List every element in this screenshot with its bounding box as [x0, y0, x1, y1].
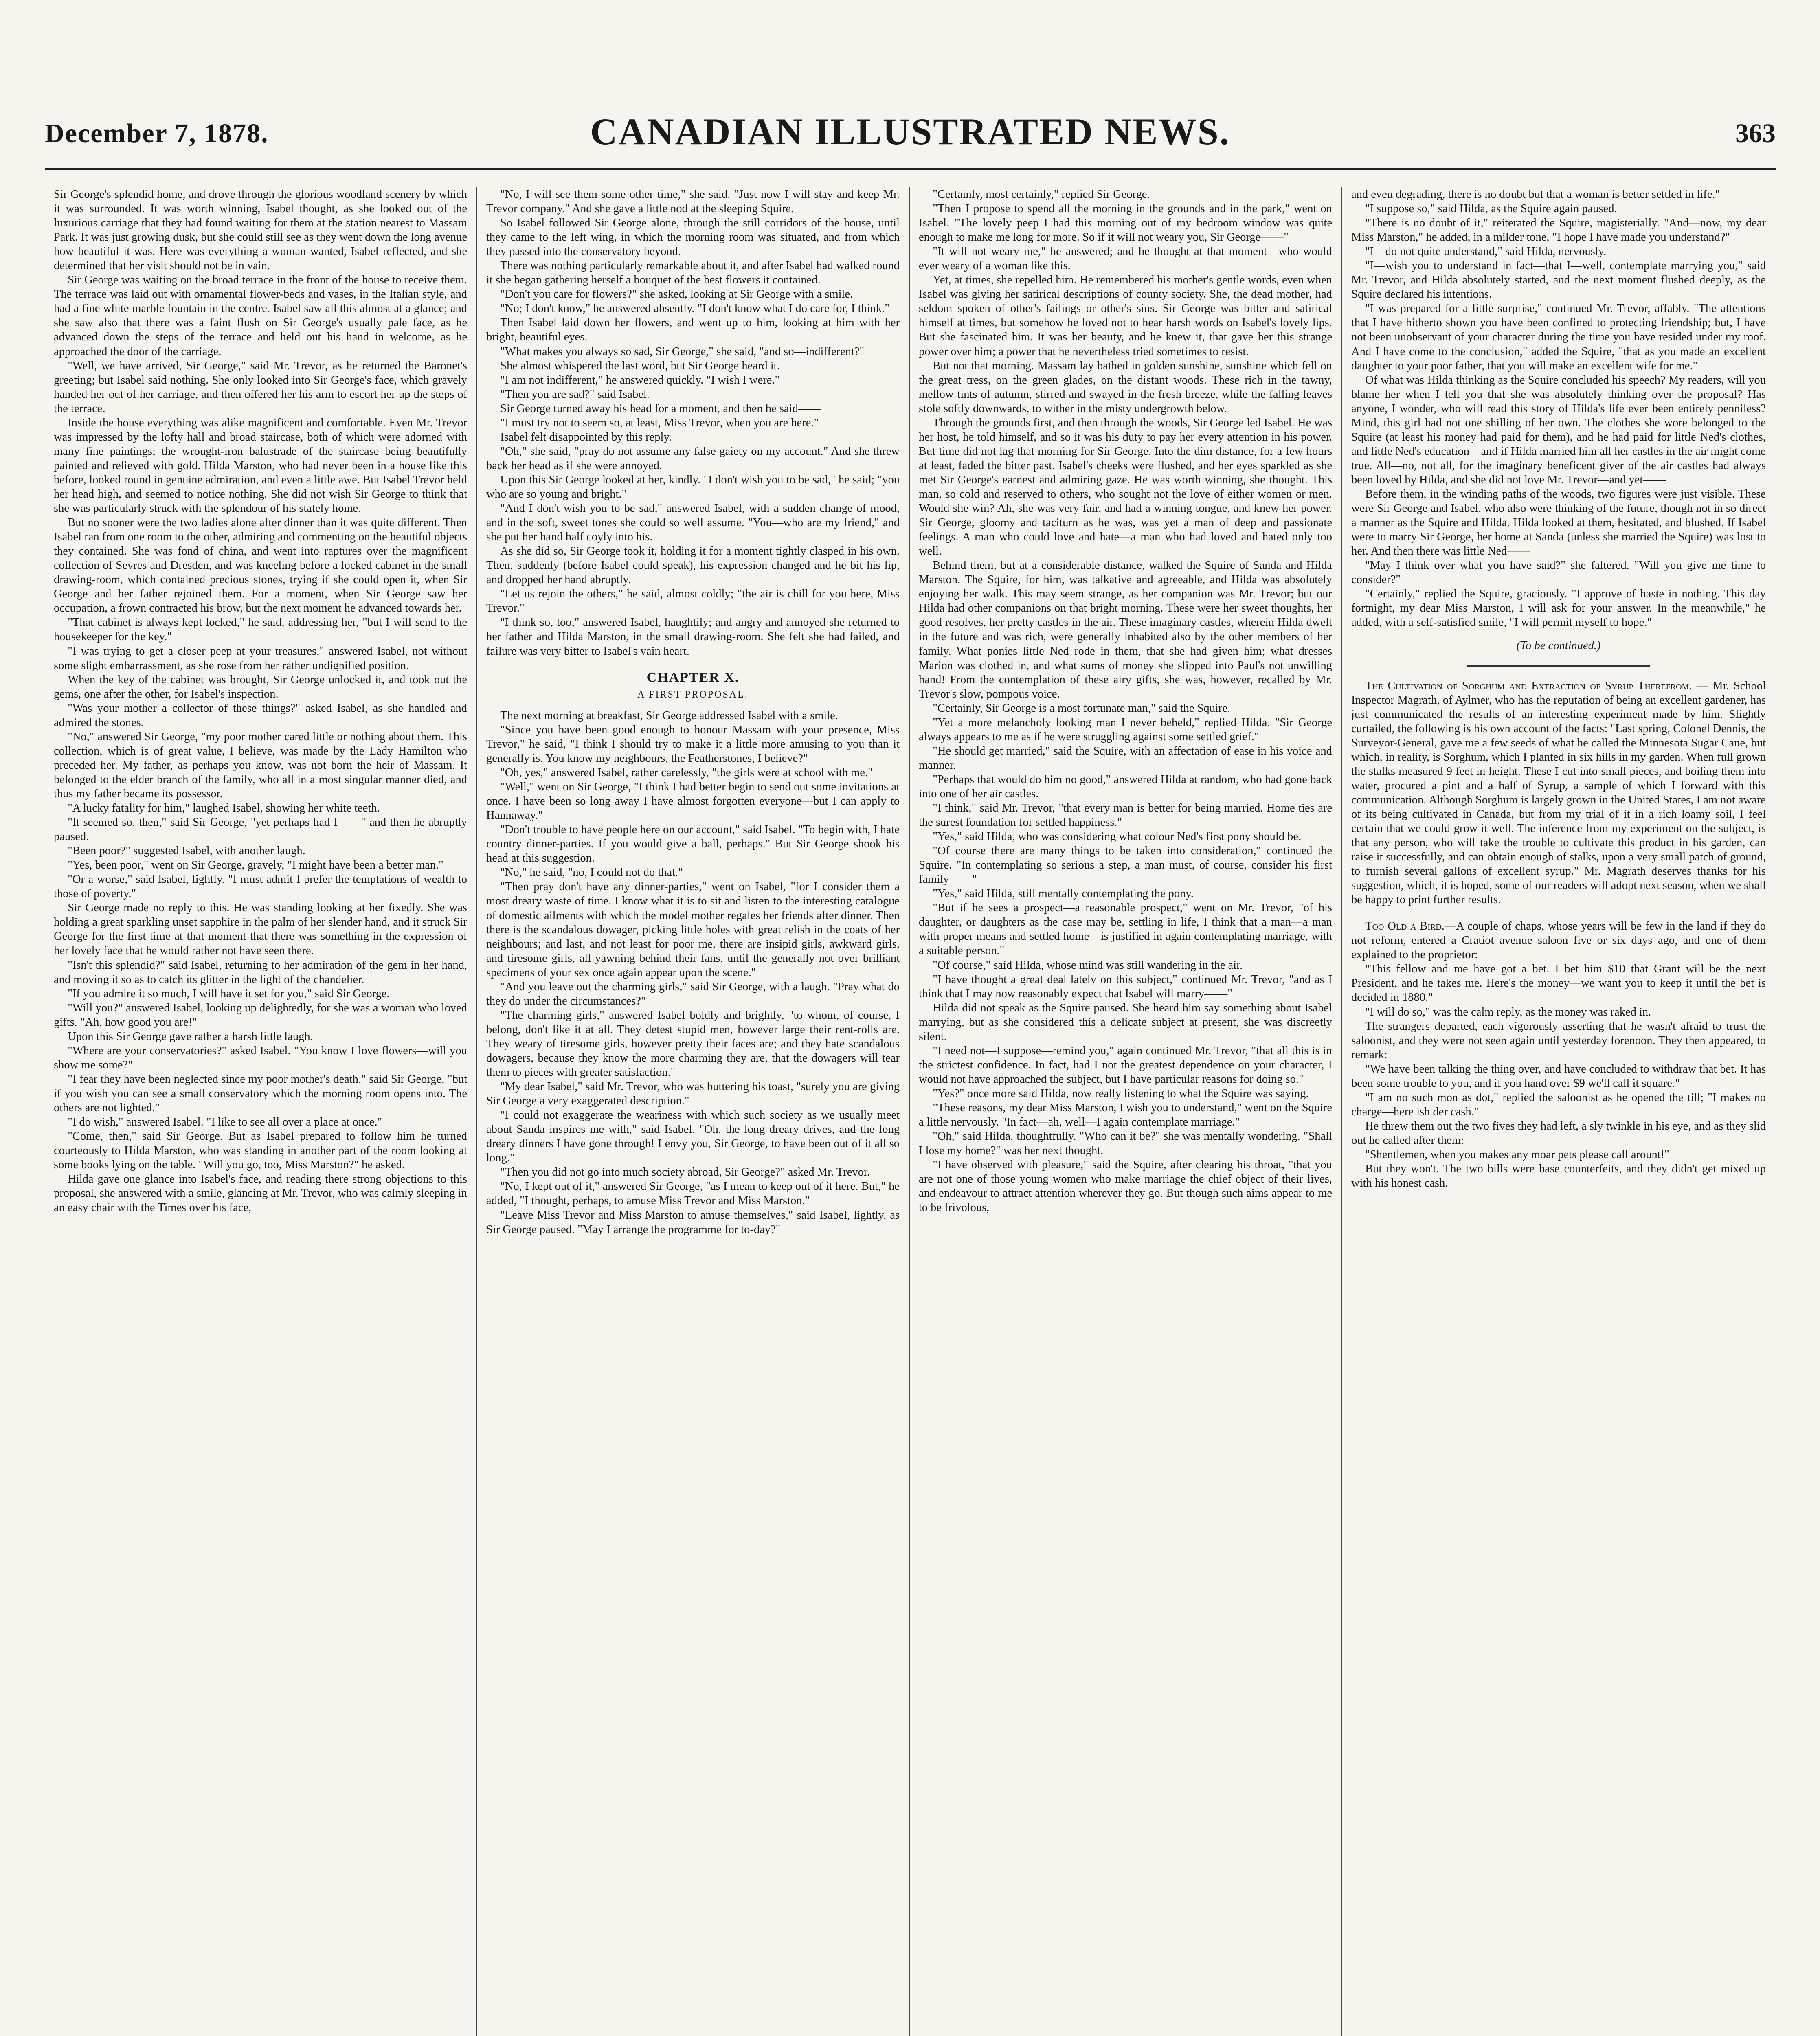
- paragraph: "No; I don't know," he answered absently. "I don't know what I do care for, I think.": [500, 302, 890, 315]
- paragraph: "Well," went on Sir George, "I think I had better begin to send out some invitations at once. I have been so long away I have almost forgotten everyone—but I can apply to Hannaway.": [486, 781, 900, 822]
- paragraph: The strangers departed, each vigorously asserting that he wasn't afraid to trust the saloonist, and they were not seen again until yesterday forenoon. They then appeared, to remark:: [1351, 1020, 1766, 1061]
- too-old-a-bird-article: [1351, 919, 1766, 1190]
- paragraph: Sir George's splendid home, and drove through the glorious woodland scenery by which it was surrounded. It was worth winning, Isabel thought, as she looked out of the luxurious carriage that they had found waiting for them at the station nearest to Massam Park. It was just growing dusk, but she could still see as they went down the long avenue how beautiful it was. Here was everything a woman wanted, Isabel reflected, and she determined that her visit should not be in vain.: [54, 188, 467, 272]
- paragraph: "Since you have been good enough to honour Massam with your presence, Miss Trevor," he said, "I think I should try to make it a little more amusing to you than it generally is. You know my neighbours, the Featherstones, I believe?": [486, 723, 900, 765]
- paragraph: "Will you?" answered Isabel, looking up delightedly, for she was a woman who loved gifts. "Ah, how good you are!": [54, 1001, 467, 1029]
- paragraph: "I do wish," answered Isabel. "I like to see all over a place at once.": [68, 1116, 382, 1129]
- chapter-text: [486, 709, 900, 1237]
- paragraph: [1351, 919, 1766, 962]
- paragraph: "I think," said Mr. Trevor, "that every man is better for being married. Home ties are the surest foundation for settled happiness.": [919, 802, 1332, 829]
- paragraph: "Was your mother a collector of these things?" asked Isabel, as she handled and admired the stones.: [54, 702, 467, 729]
- paragraph: "Or a worse," said Isabel, lightly. "I must admit I prefer the temptations of wealth to those of poverty.": [54, 873, 467, 900]
- paragraph: As she did so, Sir George took it, holding it for a moment tightly clasped in his own. Then, suddenly (before Isabel could speak), his expression changed and he bit his lip, and dropped her hand abruptly.: [486, 545, 900, 586]
- paragraph: Sir George was waiting on the broad terrace in the front of the house to receive them. The terrace was laid out with ornamental flower-beds and vases, in the Italian style, and had a fine white marble fountain in the centre. Isabel saw all this almost at a glance; and she saw also that there was a faint flush on Sir George's usually pale face, as he advanced down the steps of the terrace and held out his hand in welcome, as he approached the door of the carriage.: [54, 274, 467, 358]
- paragraph: "Yes," said Hilda, still mentally contemplating the pony.: [933, 887, 1194, 900]
- paragraph: "I will do so," was the calm reply, as the money was raked in.: [1365, 1005, 1651, 1018]
- paragraph: "Come, then," said Sir George. But as Isabel prepared to follow him he turned courteously to Hilda Marston, who was standing in another part of the room looking at some books lying on the table. "Will you go, too, Miss Marston?" he asked.: [54, 1130, 467, 1172]
- paragraph: "I have observed with pleasure," said the Squire, after clearing his throat, "that you are not one of those young women who make marriage the chief object of their lives, and endeavour to attract attention wherever they go. But though such aims appear to me to be frivolous,: [919, 1158, 1332, 1214]
- header-rule: [45, 168, 1776, 170]
- paragraph: "Yet a more melancholy looking man I never beheld," replied Hilda. "Sir George always appears to me as if he were struggling against some settled grief.": [919, 716, 1332, 743]
- paragraph: When the key of the cabinet was brought, Sir George unlocked it, and took out the gems, one after the other, for Isabel's inspection.: [54, 673, 467, 700]
- paragraph: Through the grounds first, and then through the woods, Sir George led Isabel. He was her host, he told himself, and so it was his duty to pay her every attention in his power. But time did not lag that morning for Sir George. Into the dim distance, for a few hours at least, faded the bitter past. Isabel's cheeks were flushed, and her eyes sparkled as she met Sir George's earnest and admiring gaze. He was worth winning, she thought. This man, so cold and reserved to others, who sought not the love of either women or men. Would she win? Ah, she was very fair, and had a winning tongue, and knew her power. Sir George, gloomy and taciturn as he was, was yet a man of deep and passionate feelings. A man who could love and hate—a man who had loved and hated only too well.: [919, 416, 1332, 558]
- paragraph: "These reasons, my dear Miss Marston, I wish you to understand," went on the Squire a little nervously. "In fact—ah, well—I again contemplate marriage.": [919, 1101, 1332, 1129]
- paragraph: "I have thought a great deal lately on this subject," continued Mr. Trevor, "and as I think that I may now reasonably expect that Isabel will marry——": [919, 973, 1332, 1000]
- paragraph: "Of course," said Hilda, whose mind was still wandering in the air.: [933, 959, 1243, 972]
- sorghum-body: — Mr. School Inspector Magrath, of Aylmer, who has the reputation of being an excellent gardener, has just communicated the results of an interesting experiment made by him. Slightly curtailed, the following is his own account of the facts: "Last spring, Colonel Dennis, the Surveyor-General, gave me a few seeds of what he called the Minnesota Sugar Cane, but which, in reality, is Sorghum, which I planted in six hills in my garden. When full grown the stalks measured 9 feet in height. These I cut into small pieces, and boiling them into water, procured a pint and a half of Syrup, a sample of which I forward with this communication. Although Sorghum is largely grown in the United States, I am not aware of its being cultivated in Canada, but from my trial of it in a rich loamy soil, I feel certain that we could grow it well. The inference from my experiment on the subject, is that any person, who will take the trouble to cultivate this product in his garden, can raise it successfully, and can obtain enough of stalks, upon a very small patch of ground, to furnish several gallons of excellent syrup." Mr. Magrath deserves thanks for his suggestion, which, it is hoped, some of our readers will adopt next season, when we shall be happy to print further results.: [1351, 679, 1766, 906]
- newspaper-page: [45, 37, 1776, 2036]
- paragraph: "I could not exaggerate the weariness with which such society as we usually meet about Sanda inspires me with," said Isabel. "Oh, the long dreary drives, and the long dreary dinners I have gone through! I envy you, Sir George, to have been out of it all so long.": [486, 1109, 900, 1165]
- paragraph: "Then you did not go into much society abroad, Sir George?" asked Mr. Trevor.: [500, 1166, 870, 1179]
- paragraph: Sir George turned away his head for a moment, and then he said——: [500, 402, 821, 415]
- paragraph: "Of course there are many things to be taken into consideration," continued the Squire. "In contemplating so serious a step, a man must, of course, consider his first family——": [919, 845, 1332, 886]
- paragraph: "Where are your conservatories?" asked Isabel. "You know I love flowers—will you show me some?": [54, 1044, 467, 1071]
- paragraph: "But if he sees a prospect—a reasonable prospect," went on Mr. Trevor, "of his daughter, or daughters as the case may be, settling in life, I think that a man—a man with proper means and settled home—is justified in again contemplating marriage, with a suitable person.": [919, 902, 1332, 957]
- bird-body-start: —A couple of chaps, whose years will be few in the land if they do not reform, entered a Cratiot avenue saloon five or six days ago, and one of them explained to the proprietor:: [1351, 920, 1766, 961]
- masthead-title: CANADIAN ILLUSTRATED NEWS.: [590, 111, 1230, 152]
- paragraph: "It seemed so, then," said Sir George, "yet perhaps had I——" and then he abruptly paused.: [54, 816, 467, 843]
- paragraph: But no sooner were the two ladies alone after dinner than it was quite different. Then Isabel ran from one room to the other, admiring and commenting on the beautiful objects they contained. She was fond of china, and went into raptures over the magnificent collection of Sevres and Dresden, and was kneeling before a locked cabinet in the small drawing-room, which contained precious stones, trying if she could open it, when Sir George and her father rejoined them. For a moment, when Sir George saw her occupation, a frown contracted his brow, but the next moment he advanced towards her.: [54, 516, 467, 615]
- paragraph: "Certainly, Sir George is a most fortunate man," said the Squire.: [933, 702, 1231, 715]
- paragraph: "I think so, too," answered Isabel, haughtily; and angry and annoyed she returned to her father and Hilda Marston, in the small drawing-room. She felt she had failed, and failure was very bitter to Isabel's vain heart.: [486, 616, 900, 658]
- paragraph: "Perhaps that would do him no good," answered Hilda at random, who had gone back into one of her air castles.: [919, 773, 1332, 800]
- issue-date: December 7, 1878.: [45, 118, 269, 148]
- paragraph: "Then pray don't have any dinner-parties," went on Isabel, "for I consider them a most dreary waste of time. I know what it is to sit and listen to the interesting catalogue of domestic ailments with which the model mother regales her friends after dinner. Then there is the scandalous dowager, picking little holes with great relish in the coats of her neighbours; and last, and not least for poor me, there are insipid girls, awkward girls, and tiresome girls, all yawning behind their fans, until the generally not over brilliant specimens of your sex once again appear upon the scene.": [486, 880, 900, 979]
- page-number: 363: [1735, 118, 1776, 148]
- paragraph: "What makes you always so sad, Sir George," she said, "and so—indifferent?": [500, 345, 865, 358]
- paragraph: "My dear Isabel," said Mr. Trevor, who was buttering his toast, "surely you are giving Sir George a very exaggerated description.": [486, 1080, 900, 1108]
- paragraph: "I suppose so," said Hilda, as the Squire again paused.: [1365, 202, 1617, 215]
- paragraph: "Shentlemen, when you makes any moar pets please call arount!": [1365, 1148, 1669, 1161]
- paragraph: "There is no doubt of it," reiterated the Squire, magisterially. "And—now, my dear Miss Marston," he added, in a milder tone, "I hope I have made you understand?": [1351, 217, 1766, 244]
- paragraph: "I was trying to get a closer peep at your treasures," answered Isabel, not without some slight embarrassment, as she rose from her rather undignified position.: [54, 645, 467, 672]
- paragraph: "Oh," she said, "pray do not assume any false gaiety on my account." And she threw back her head as if she were annoyed.: [486, 445, 900, 472]
- paragraph: "A lucky fatality for him," laughed Isabel, showing her white teeth.: [68, 802, 380, 815]
- story-continuation: [486, 187, 900, 658]
- paragraph: "Then you are sad?" said Isabel.: [500, 388, 650, 401]
- paragraph: "He should get married," said the Squire, with an affectation of ease in his voice and manner.: [919, 744, 1332, 772]
- to-be-continued: (To be continued.): [1516, 639, 1601, 652]
- paragraph: Upon this Sir George looked at her, kindly. "I don't wish you to be sad," he said; "you who are so young and bright.": [486, 473, 900, 500]
- paragraph: "I am not indifferent," he answered quickly. "I wish I were.": [500, 373, 780, 386]
- paragraph: Behind them, but at a considerable distance, walked the Squire of Sanda and Hilda Marston. The Squire, for him, was talkative and agreeable, and Hilda was absolutely enjoying her walk. This may seem strange, as her companion was Mr. Trevor; but our Hilda had other companions on that bright morning. These were her sweet thoughts, her good resolves, her pretty castles in the air. These imaginary castles, wherein Hilda dwelt in the future and was rich, were generally inhabited also by the other members of her family. What ponies little Ned rode in them, that she had given him; what dresses Marion was clothed in, and what sums of money she slipped into Paul's not unwilling hand! From the contemplation of these airy gifts, she was, however, recalled by Mr. Trevor's slow, pompous voice.: [919, 559, 1332, 700]
- paragraph: "Then I propose to spend all the morning in the grounds and in the park," went on Isabel. "The lovely peep I had this morning out of my bedroom window was quite enough to make me long for more. So if it will not weary you, Sir George——": [919, 202, 1332, 244]
- paragraph: "That cabinet is always kept locked," he said, addressing her, "but I will send to the housekeeper for the key.": [54, 616, 467, 643]
- paragraph: "If you admire it so much, I will have it set for you," said Sir George.: [68, 987, 390, 1000]
- paragraph: "And you leave out the charming girls," said Sir George, with a laugh. "Pray what do they do under the circumstances?": [486, 980, 900, 1007]
- paragraph: Then Isabel laid down her flowers, and went up to him, looking at him with her bright, beautiful eyes.: [486, 316, 900, 344]
- column-4: [1342, 187, 1775, 2036]
- paragraph: "I fear they have been neglected since my poor mother's death," said Sir George, "but if you wish you can see a small conservatory which the morning room opens into. The others are not lighted.": [54, 1073, 467, 1114]
- paragraph: "I need not—I suppose—remind you," again continued Mr. Trevor, "that all this is in the strictest confidence. In fact, had I not the greatest dependence on your character, I would not have approached the subject, but I have particular reasons for doing so.": [919, 1044, 1332, 1086]
- paragraph: "And I don't wish you to be sad," answered Isabel, with a sudden change of mood, and in the soft, sweet tones she could so well assume. "You—who are my friend," and she put her hand half coyly into his.: [486, 502, 900, 544]
- paragraph: There was nothing particularly remarkable about it, and after Isabel had walked round it she began gathering herself a bouquet of the best flowers it contained.: [486, 259, 900, 287]
- paragraph: "It will not weary me," he answered; and he thought at that moment—who would ever weary of a woman like this.: [919, 245, 1332, 272]
- column-3: [910, 187, 1342, 2036]
- chapter-subtitle: A FIRST PROPOSAL.: [637, 689, 749, 700]
- paragraph: "We have been talking the thing over, and have concluded to withdraw that bet. It has been some trouble to you, and if you hand over $9 we'll call it square.": [1351, 1062, 1766, 1090]
- paragraph: "Certainly," replied the Squire, graciously. "I approve of haste in nothing. This day fortnight, my dear Miss Marston, I will ask for your answer. In the meanwhile," he added, with a self-satisfied smile, "I will permit myself to hope.": [1351, 588, 1766, 629]
- paragraph: and even degrading, there is no doubt but that a woman is better settled in life.": [1351, 188, 1720, 201]
- paragraph: She almost whispered the last word, but Sir George heard it.: [500, 359, 780, 372]
- paragraph: "Don't trouble to have people here on our account," said Isabel. "To begin with, I hate country dinner-parties. If you would give a ball, perhaps." But Sir George shook his head at this suggestion.: [486, 823, 900, 865]
- article-separator: [1467, 665, 1650, 667]
- paragraph: Upon this Sir George gave rather a harsh little laugh.: [68, 1030, 313, 1043]
- paragraph: The next morning at breakfast, Sir George addressed Isabel with a smile.: [500, 709, 838, 722]
- paragraph: But not that morning. Massam lay bathed in golden sunshine, sunshine which fell on the great tress, on the green glades, on the distant woods. These rich in the tawny, mellow tints of autumn, stirred and swayed in the fresh breeze, while the falling leaves stole softly downwards, to wither in the misty undergrowth below.: [919, 359, 1332, 415]
- paragraph: Inside the house everything was alike magnificent and comfortable. Even Mr. Trevor was impressed by the lofty hall and broad staircase, both of which were adorned with many fine paintings; the wrought-iron balustrade of the staircase being beautifully painted and relieved with gold. Hilda Marston, who had never been in a house like this before, looked round in genuine admiration, and even a little awe. But Isabel Trevor held her head high, and seemed to notice nothing. She did not wish Sir George to think that she was particularly struck with the splendour of his stately home.: [54, 416, 467, 515]
- paragraph: Yet, at times, she repelled him. He remembered his mother's gentle words, even when Isabel was giving her satirical descriptions of county society. She, the dead mother, had seldom spoken of other's failings or other's sins. Sir George was bitter and satirical himself at times, but somehow he loved not to hear harsh words on Isabel's lovely lips. But she fascinated him. It was her beauty, and he knew it, that gave her this strange power over him; a power that he nevertheless tried sometimes to resist.: [919, 274, 1332, 358]
- paragraph: "Oh," said Hilda, thoughtfully. "Who can it be?" she was mentally wondering. "Shall I lose my home?" was her next thought.: [919, 1130, 1332, 1157]
- paragraph: "Yes," said Hilda, who was considering what colour Ned's first pony should be.: [933, 830, 1302, 843]
- paragraph: So Isabel followed Sir George alone, through the still corridors of the house, until they came to the left wing, in which the morning room was situated, and from which they passed into the conservatory beyond.: [486, 217, 900, 258]
- paragraph: "Yes, been poor," went on Sir George, gravely, "I might have been a better man.": [68, 859, 443, 872]
- paragraph: "May I think over what you have said?" she faltered. "Will you give me time to consider?": [1351, 559, 1766, 586]
- paragraph: He threw them out the two fives they had left, a sly twinkle in his eye, and as they slid out he called after them:: [1351, 1119, 1766, 1147]
- column-2: [477, 187, 910, 2036]
- bird-title: Too Old a Bird.: [1365, 920, 1445, 933]
- paragraph: "Been poor?" suggested Isabel, with another laugh.: [68, 845, 305, 858]
- paragraph: Before them, in the winding paths of the woods, two figures were just visible. These were Sir George and Isabel, who also were thinking of the future, though not in so direct a manner as the Squire and Hilda. Hilda looked at them, hesitated, and blushed. If Isabel were to marry Sir George, her home at Sanda (unless she married the Squire) was lost to her. And then there was little Ned——: [1351, 487, 1766, 558]
- sorghum-title: The Cultivation of Sorghum and Extraction of Syrup Therefrom.: [1365, 679, 1692, 692]
- paragraph: "This fellow and me have got a bet. I bet him $10 that Grant will be the next President, and he takes me. Here's the money—we want you to keep it until the bet is decided in 1880.": [1351, 963, 1766, 1004]
- paragraph: "Well, we have arrived, Sir George," said Mr. Trevor, as he returned the Baronet's greeting; but Isabel said nothing. She only looked into Sir George's face, which gravely handed her out of her carriage, and then offered her his arm to escort her up the steps of the terrace.: [54, 359, 467, 415]
- page-header: [45, 110, 1776, 163]
- text-columns: [45, 187, 1776, 2036]
- paragraph: Hilda did not speak as the Squire paused. She heard him say something about Isabel marrying, but as she considered this a delicate subject at present, she was discreetly silent.: [919, 1001, 1332, 1043]
- paragraph: "I—wish you to understand in fact—that I—well, contemplate marrying you," said Mr. Trevor, and Hilda absolutely started, and the next moment flushed deeply, as the Squire declared his intentions.: [1351, 259, 1766, 301]
- paragraph: "No, I will see them some other time," she said. "Just now I will stay and keep Mr. Trevor company." And she gave a little nod at the sleeping Squire.: [486, 188, 900, 215]
- paragraph: "I am no such mon as dot," replied the saloonist as he opened the till; "I makes no charge—here ish der cash.": [1351, 1091, 1766, 1118]
- paragraph: "I—do not quite understand," said Hilda, nervously.: [1365, 245, 1607, 258]
- paragraph: "Let us rejoin the others," he said, almost coldly; "the air is chill for you here, Miss Trevor.": [486, 588, 900, 615]
- paragraph: "I must try not to seem so, at least, Miss Trevor, when you are here.": [500, 416, 819, 429]
- paragraph: "Oh, yes," answered Isabel, rather carelessly, "the girls were at school with me.": [500, 766, 873, 779]
- story-ending: [1351, 187, 1766, 630]
- paragraph: "No, I kept out of it," answered Sir George, "as I mean to keep out of it here. But," he added, "I thought, perhaps, to amuse Miss Trevor and Miss Marston.": [486, 1180, 900, 1207]
- paragraph: Hilda gave one glance into Isabel's face, and reading there strong objections to this proposal, she answered with a smile, glancing at Mr. Trevor, who was calmly sleeping in an easy chair with the Times over his face,: [54, 1173, 467, 1214]
- paragraph: "Isn't this splendid?" said Isabel, returning to her admiration of the gem in her hand, and moving it so as to catch its glitter in the light of the chandelier.: [54, 959, 467, 986]
- paragraph: "No," answered Sir George, "my poor mother cared little or nothing about them. This collection, which is of great value, I believe, was made by the Lady Hamilton who preceded her. My father, as perhaps you know, was not born the heir of Massam. It belonged to the elder branch of the family, who all in a most singular manner died, and thus my father became its possessor.": [54, 730, 467, 800]
- paragraph: But they won't. The two bills were base counterfeits, and they didn't get mixed up with his honest cash.: [1351, 1163, 1766, 1190]
- paragraph: "Certainly, most certainly," replied Sir George.: [933, 188, 1150, 201]
- paragraph: "I was prepared for a little surprise," continued Mr. Trevor, affably. "The attentions that I have hitherto shown you have been confined to protecting friendship; but, I have not been unobservant of your character during the time you have resided under my roof. And I have come to the conclusion," added the Squire, "that as you made an excellent daughter to your poor father, that you will make an excellent wife for me.": [1351, 302, 1766, 372]
- paragraph: "No," he said, "no, I could not do that.": [500, 866, 683, 879]
- chapter-heading: CHAPTER X.: [646, 669, 740, 685]
- column-1: [45, 187, 477, 2036]
- paragraph: Isabel felt disappointed by this reply.: [500, 430, 672, 443]
- sorghum-article: [1351, 679, 1766, 907]
- paragraph: "Don't you care for flowers?" she asked, looking at Sir George with a smile.: [500, 288, 853, 301]
- paragraph: "Leave Miss Trevor and Miss Marston to amuse themselves," said Isabel, lightly, as Sir George paused. "May I arrange the programme for to-day?": [486, 1209, 900, 1236]
- paragraph: Of what was Hilda thinking as the Squire concluded his speech? My readers, will you blame her when I tell you that she was absolutely thinking over the proposal? Has anyone, I wonder, who will read this story of Hilda's life ever been entirely penniless? Mind, this girl had not one shilling of her own. The clothes she wore belonged to the Squire (at least his money had paid for them), and he had paid for little Ned's clothes, and little Ned's education—and if Hilda married him all her castles in the air might come true. All—no, not all, for the imaginary beneficent giver of the air castles had always been loved by Hilda, and she did not love Mr. Trevor—and yet——: [1351, 373, 1766, 486]
- paragraph: "The charming girls," answered Isabel boldly and brightly, "to whom, of course, I belong, don't like it at all. They detest stupid men, however large their rent-rolls are. They weary of tiresome girls, however pretty their faces are; and they hate scandalous dowagers, because they know the more charming they are, that the dowagers will tear them to pieces with greater satisfaction.": [486, 1009, 900, 1079]
- paragraph: Sir George made no reply to this. He was standing looking at her fixedly. She was holding a great sparkling unset sapphire in the palm of her slender hand, and it struck Sir George for the first time at that moment that there was something in the expression of her lovely face that he would rather not have seen there.: [54, 902, 467, 957]
- paragraph: "Yes?" once more said Hilda, now really listening to what the Squire was saying.: [933, 1087, 1309, 1100]
